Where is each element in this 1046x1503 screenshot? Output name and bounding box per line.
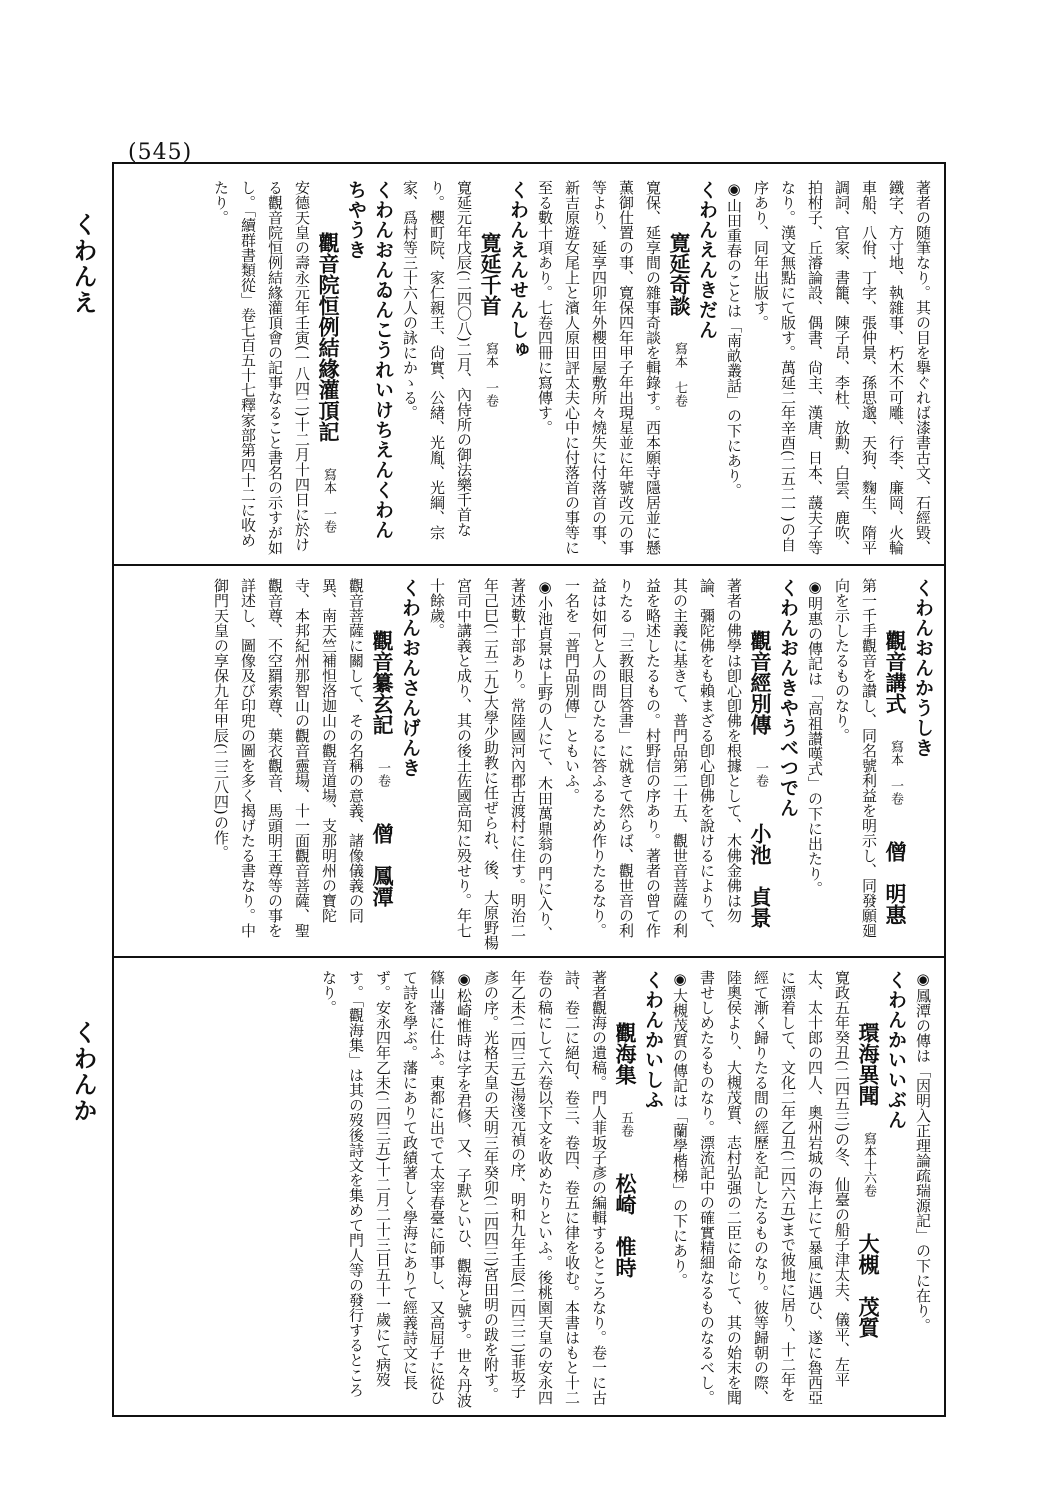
entry-paragraph: 第一千手觀音を讃し、同名號利益を明示し、同發願廻向を示したるものなり。 — [833, 578, 878, 938]
entry-title — [369, 578, 396, 950]
entry-paragraph: 寛延元年戊辰(二四〇八)二月、內侍所の御法樂千首なり。櫻町院、家仁親王、尙實、公緖、光胤、光綱、宗家、爲村等三十六人の詠にかゝる。 — [401, 180, 473, 540]
entry-paragraph: ◉小池貞景は上野の人にて、木田萬鼎翁の門に入り、著述數十部あり。常陸國河內郡古渡村に住す。明治二年己巳(二五二九)大學少助教に任ぜられ、後、大原野楊宮司中講義と成り、其の後土佐國高知に殁せり。年七十餘歲。 — [428, 578, 554, 950]
running-head-bottom: くわんか — [69, 1020, 98, 1124]
entry-title — [855, 970, 882, 1410]
entry-author: 大槻 茂質 — [856, 1233, 881, 1338]
entry-reading-heading: くわんおんかうしき — [912, 578, 934, 758]
entry-paragraph: ◉松崎惟時は字を君修、又、子默といひ、觀海と號す。世々丹波篠山藩に仕ふ。東都に出でて太宰春臺に師事し、又高屈子に從ひて詩を學ぶ。藩にありて政績著しく學海にありて經義詩文に長ず。安永四年乙未(二四三五)十二月二十三日五十一歲にて病歿す。「觀海集」は其の歿後詩文を集めて門人等の發行するところなり。 — [320, 970, 473, 1408]
page-number: (545) — [128, 140, 193, 165]
section-top — [136, 180, 936, 558]
entry-author: 小池 貞景 — [748, 823, 773, 928]
entry-reading-heading: くわんおんゐんこうれいけちえんくわんちやうき — [345, 180, 394, 540]
entry-title-text: 寛延千首 — [478, 232, 503, 316]
entry-volume-info: 寫本 一卷 — [888, 740, 903, 805]
entry-author: 松崎 惟時 — [613, 1173, 638, 1278]
entry-reading-heading: くわんかいいぶん — [885, 970, 907, 1130]
entry-paragraph: ◉山田重春のことは「南畝叢話」の下にあり。 — [725, 180, 743, 498]
entry-reading-heading: くわんえんきだん — [696, 180, 718, 340]
entry-title — [315, 180, 342, 558]
section-middle — [136, 578, 936, 950]
entry-title-text: 環海異聞 — [856, 1022, 881, 1106]
entry-volume-info: 寫本十六卷 — [861, 1132, 876, 1197]
entry-volume-info: 寫本 七卷 — [672, 342, 687, 407]
entry-reading-heading: くわんおんさんげんき — [399, 578, 421, 778]
entry-title — [612, 970, 639, 1410]
entry-author: 僧 鳳潭 — [370, 823, 395, 907]
entry-title — [747, 578, 774, 950]
entry-title-text: 觀音纂玄記 — [370, 630, 395, 735]
entry-paragraph: 安德天皇の壽永元年壬寅(一八四二)十二月十四日に於ける觀音院恒例結緣灌頂會の記事なること書名の示すが如し。「續群書類從」卷七百五十七釋家部第四十二に收めたり。 — [212, 180, 311, 555]
entry-reading-heading: くわんおんきやうべつでん — [777, 578, 799, 818]
entry-title-text: 觀音講式 — [883, 630, 908, 714]
entry-reading-heading: くわんかいしふ — [642, 970, 664, 1110]
entry-paragraph: ◉明惠の傳記は「高祖讃嘆式」の下に出たり。 — [806, 578, 824, 896]
entry-paragraph: 著者の佛學は卽心卽佛を根據として、木佛金佛は勿論、彌陀佛をも賴まざる卽心卽佛を說けるによりて、其の主義に基きて、普門品第二十五、觀世音菩薩の利益を略述したるもの。村野信の序あり。著者の曾て作りたる「三教眼目答書」に就きて然らば、觀世音の利益は如何と人の問ひたるに答ふるため作りたるなり。一名を「普門品別傳」ともいふ。 — [563, 578, 743, 938]
entry-volume-info: 一卷 — [375, 761, 390, 787]
entry-paragraph: 著者觀海の遺稿。門人菲坂子彥の編輯するところなり。卷一に古詩、卷二に絕句、卷三、卷四、卷五に律を收む。本書はもと十二卷の稿にして六卷以下文を收めたりといふ。後桃園天皇の安永四年乙未(二四三五)湯淺元禎の序、明和九年壬辰(二四三二)菲坂子彥の序。光格天皇の天明三年癸卯(二四四三)宮田明の跋を附す。 — [482, 970, 608, 1405]
entry-volume-info: 五卷 — [618, 1111, 633, 1137]
entry-paragraph: ◉大槻茂質の傳記は「蘭學楷梯」の下にあり。 — [671, 970, 689, 1288]
entry-title-text: 寛延奇談 — [667, 232, 692, 316]
entry-paragraph: 寛政五年癸丑(二四五三)の冬、仙臺の船子津太夫、儀平、左平太、太十郎の四人、奧州岩城の海上にて暴風に遇ひ、遂に魯西亞に漂着して、文化二年乙丑(二四六五)まで彼地に居り、十二年を經て漸く歸りたる間の經歷を記したるものなり。彼等歸朝の際、陸奧侯より、大槻茂質、志村弘强の二臣に命じて、其の始末を聞書せしめたるものなり。漂流記中の確實精細なるものなるべし。 — [698, 970, 851, 1405]
section-bottom — [136, 970, 936, 1410]
running-head-top: くわんえ — [69, 212, 98, 316]
entry-title-text: 觀音經別傳 — [748, 630, 773, 735]
section-divider-1 — [112, 564, 946, 566]
entry-paragraph: 觀音菩薩に關して、その名稱の意義、諸像儀義の同異、南天竺補怛洛迦山の觀音道場、支那明州の寶陀寺、本邦紀州那智山の觀音靈場、十一面觀音菩薩、聖觀音尊、不空羂索尊、葉衣觀音、馬頭明王尊等の事を詳述し、圖像及び印兜の圖を多く揭げたる書なり。中御門天皇の享保九年甲辰(二三八四)の作。 — [212, 578, 365, 938]
entry-volume-info: 寫本 一卷 — [483, 342, 498, 407]
entry-paragraph: ◉鳳潭の傳は「因明入正理論疏瑞源記」の下に在り。 — [914, 970, 932, 1333]
entry-reading-heading: くわんえんせんしゅ — [507, 180, 529, 360]
entry-title — [666, 180, 693, 558]
entry-paragraph: 寛保、延享間の雜事奇談を輯錄す。西本願寺隱居並に懸薫御仕置の事、寛保四年甲子年出現星並に年號改元の事等より、延享四卯年外櫻田屋敷所々燒失に付落首の事、新吉原遊女尾上と濱人原田評太夫心中に付落首の事等に至る數十項あり。七卷四冊に寫傳す。 — [536, 180, 662, 555]
entry-volume-info: 寫本 一卷 — [321, 468, 336, 533]
section-divider-2 — [112, 956, 946, 958]
entry-title — [477, 180, 504, 558]
entry-title-text: 觀海集 — [613, 1022, 638, 1085]
entry-paragraph: 著者の随筆なり。其の目を擧ぐれば漆書古文、石經毀、鐵字、方寸地、執雜事、朽木不可雕、行李、廉岡、火輪車船、八佾、丁字、張仲景、孫思邈、天狗、麴生、隋平調詞、官家、書籠、陳子昂、李杜、放勳、白雲、鹿吹、拍柎子、丘濬論設、偶書、尙主、漢唐、日本、蘐夫子等なり。漢文無點にて版す。萬延二年辛酉(二五二一)の自序あり、同年出版す。 — [752, 180, 932, 555]
entry-volume-info: 一卷 — [753, 761, 768, 787]
entry-author: 僧 明惠 — [883, 841, 908, 925]
entry-title-text: 觀音院恒例結緣灌頂記 — [316, 232, 341, 442]
entry-title — [882, 578, 909, 950]
